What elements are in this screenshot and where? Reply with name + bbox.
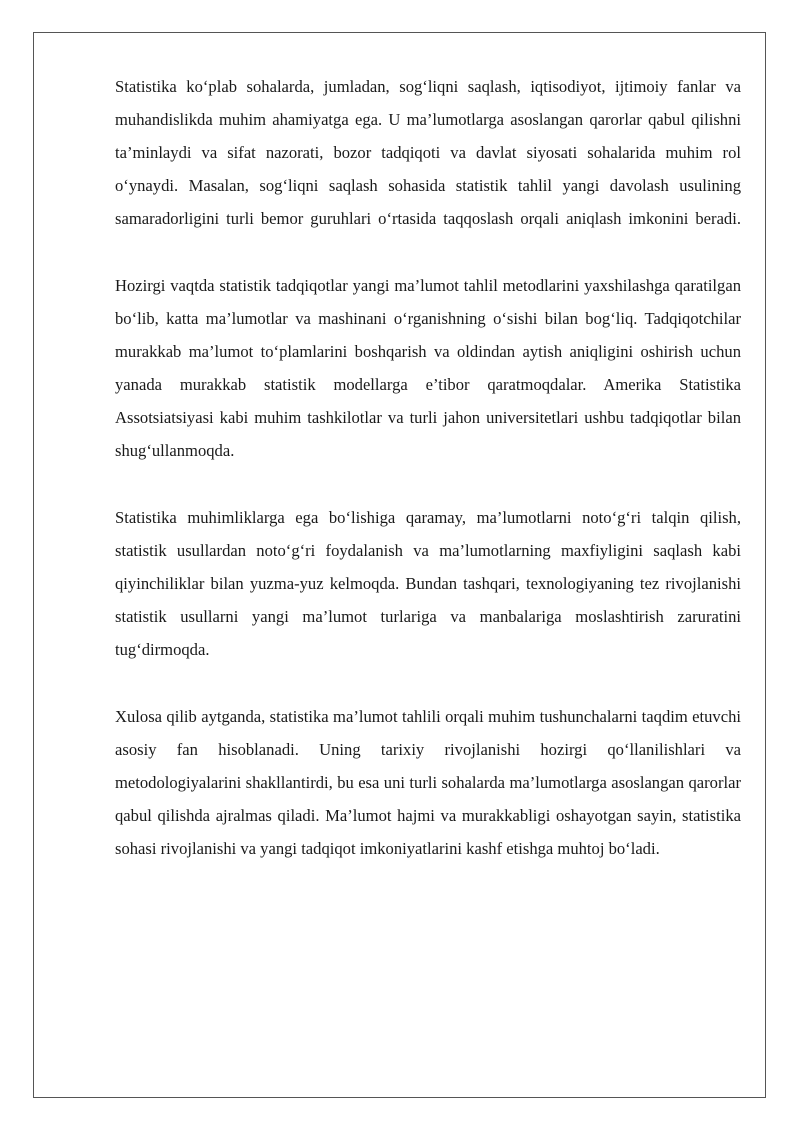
paragraph-1: Statistika ko‘plab sohalarda, jumladan, sog‘liqni saqlash, iqtisodiyot, ijtimoiy fanlar va muhandislikda muhim ahamiyatga ega. U ma’lumotlarga asoslangan qarorlar qabul qilishni ta’minlaydi va sifat nazorati, bozor tadqiqoti va davlat siyosati sohalarida muhim rol o‘ynaydi. Masalan, sog‘liqni saqlash sohasida statistik tahlil yangi davolash usulining samaradorligini turli bemor guruhlari o‘rtasida taqqoslash orqali aniqlash imkonini beradi. <box>115 77 741 228</box>
paragraph-3: Statistika muhimliklarga ega bo‘lishiga qaramay, ma’lumotlarni noto‘g‘ri talqin qilish, statistik usullardan noto‘g‘ri foydalanish va ma’lumotlarning maxfiyligini saqlash kabi qiyinchiliklar bilan yuzma-yuz kelmoqda. Bundan tashqari, texnologiyaning tez rivojlanishi statistik usullarni yangi ma’lumot turlariga va manbalariga moslashtirish zaruratini tug‘dirmoqda. <box>115 508 741 659</box>
document-body <box>115 70 741 865</box>
paragraph-2: Hozirgi vaqtda statistik tadqiqotlar yangi ma’lumot tahlil metodlarini yaxshilashga qaratilgan bo‘lib, katta ma’lumotlar va mashinani o‘rganishning o‘sishi bilan bog‘liq. Tadqiqotchilar murakkab ma’lumot to‘plamlarini boshqarish va oldindan aytish aniqligini oshirish uchun yanada murakkab statistik modellarga e’tibor qaratmoqdalar. Amerika Statistika Assotsiatsiyasi kabi muhim tashkilotlar va turli jahon universitetlari ushbu tadqiqotlar bilan shug‘ullanmoqda. <box>115 276 741 460</box>
paragraph-4: Xulosa qilib aytganda, statistika ma’lumot tahlili orqali muhim tushunchalarni taqdim etuvchi asosiy fan hisoblanadi. Uning tarixiy rivojlanishi hozirgi qo‘llanilishlari va metodologiyalarini shakllantirdi, bu esa uni turli sohalarda ma’lumotlarga asoslangan qarorlar qabul qilishda ajralmas qiladi. Ma’lumot hajmi va murakkabligi oshayotgan sayin, statistika sohasi rivojlanishi va yangi tadqiqot imkoniyatlarini kashf etishga muhtoj bo‘ladi. <box>115 707 741 858</box>
